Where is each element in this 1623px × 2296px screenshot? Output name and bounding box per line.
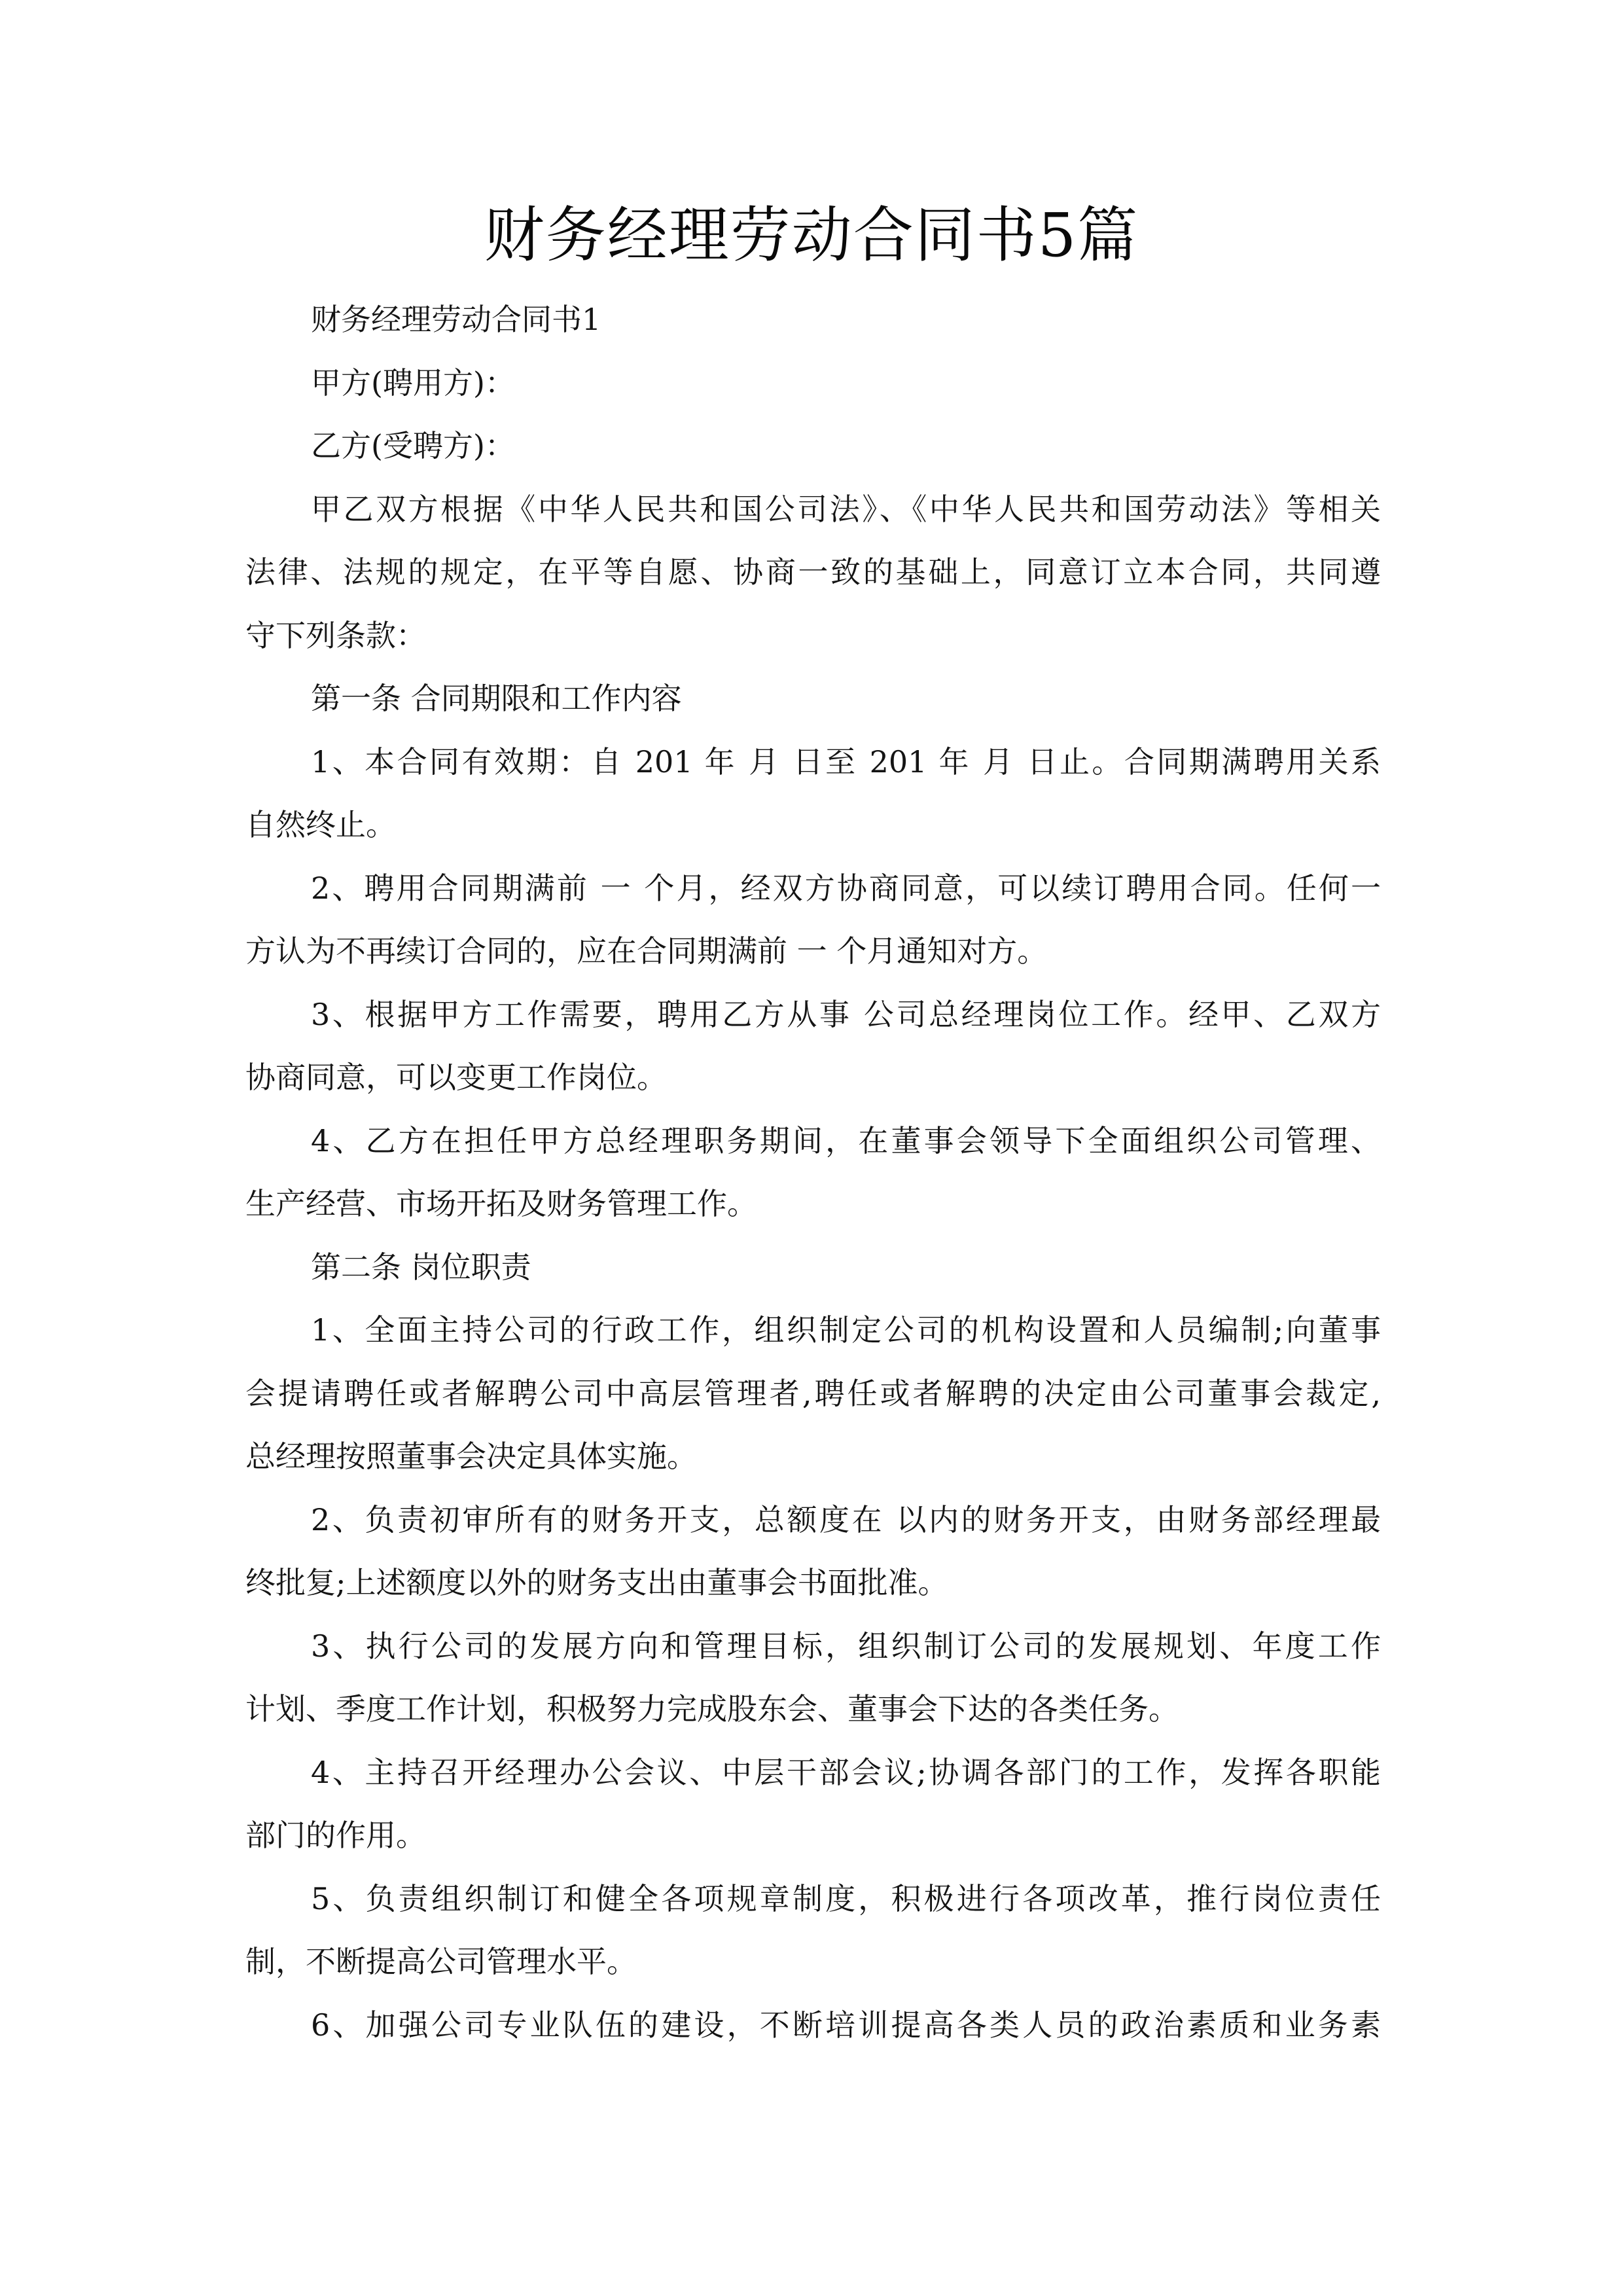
text-line: 自然终止。	[245, 807, 396, 842]
text-line: 6、加强公司专业队伍的建设，不断培训提高各类人员的政治素质和业务素	[311, 2007, 1381, 2043]
text-line: 甲乙双方根据《中华人民共和国公司法》、《中华人民共和国劳动法》等相关	[311, 491, 1381, 527]
text-line: 生产经营、市场开拓及财务管理工作。	[245, 1186, 757, 1221]
text-line: 计划、季度工作计划，积极努力完成股东会、董事会下达的各类任务。	[245, 1691, 1179, 1727]
text-line: 甲方(聘用方)：	[311, 365, 515, 401]
text-line: 1、本合同有效期：自 201 年 月 日至 201 年 月 日止。合同期满聘用关系	[311, 744, 1381, 780]
text-line: 第一条 合同期限和工作内容	[311, 681, 682, 716]
text-line: 第二条 岗位职责	[311, 1249, 531, 1285]
text-line: 协商同意，可以变更工作岗位。	[245, 1060, 667, 1095]
document-body	[245, 288, 1381, 2056]
text-line: 制，不断提高公司管理水平。	[245, 1944, 637, 1979]
text-line: 乙方(受聘方)：	[311, 428, 515, 463]
text-line: 5、负责组织制订和健全各项规章制度，积极进行各项改革，推行岗位责任	[311, 1880, 1381, 1916]
text-line: 法律、法规的规定，在平等自愿、协商一致的基础上，同意订立本合同，共同遵	[245, 554, 1381, 590]
text-line: 终批复;上述额度以外的财务支出由董事会书面批准。	[245, 1565, 948, 1600]
text-line: 财务经理劳动合同书1	[311, 302, 601, 337]
text-line: 1、全面主持公司的行政工作，组织制定公司的机构设置和人员编制;向董事	[311, 1312, 1381, 1348]
text-line: 部门的作用。	[245, 1818, 426, 1853]
text-line: 守下列条款：	[245, 617, 426, 653]
text-line: 4、主持召开经理办公会议、中层干部会议;协调各部门的工作，发挥各职能	[311, 1754, 1381, 1790]
text-line: 方认为不再续订合同的，应在合同期满前 一 个月通知对方。	[245, 933, 1048, 969]
text-line: 3、执行公司的发展方向和管理目标，组织制订公司的发展规划、年度工作	[311, 1628, 1381, 1664]
text-line: 2、聘用合同期满前 一 个月，经双方协商同意，可以续订聘用合同。任何一	[311, 870, 1381, 906]
text-line: 总经理按照董事会决定具体实施。	[245, 1439, 697, 1474]
text-line: 会提请聘任或者解聘公司中高层管理者,聘任或者解聘的决定由公司董事会裁定,	[245, 1375, 1381, 1411]
text-line: 4、乙方在担任甲方总经理职务期间，在董事会领导下全面组织公司管理、	[311, 1122, 1381, 1158]
text-line: 2、负责初审所有的财务开支，总额度在 以内的财务开支，由财务部经理最	[311, 1501, 1381, 1537]
document-title: 财务经理劳动合同书5篇	[484, 200, 1139, 270]
text-line: 3、根据甲方工作需要，聘用乙方从事 公司总经理岗位工作。经甲、乙双方	[311, 996, 1381, 1032]
